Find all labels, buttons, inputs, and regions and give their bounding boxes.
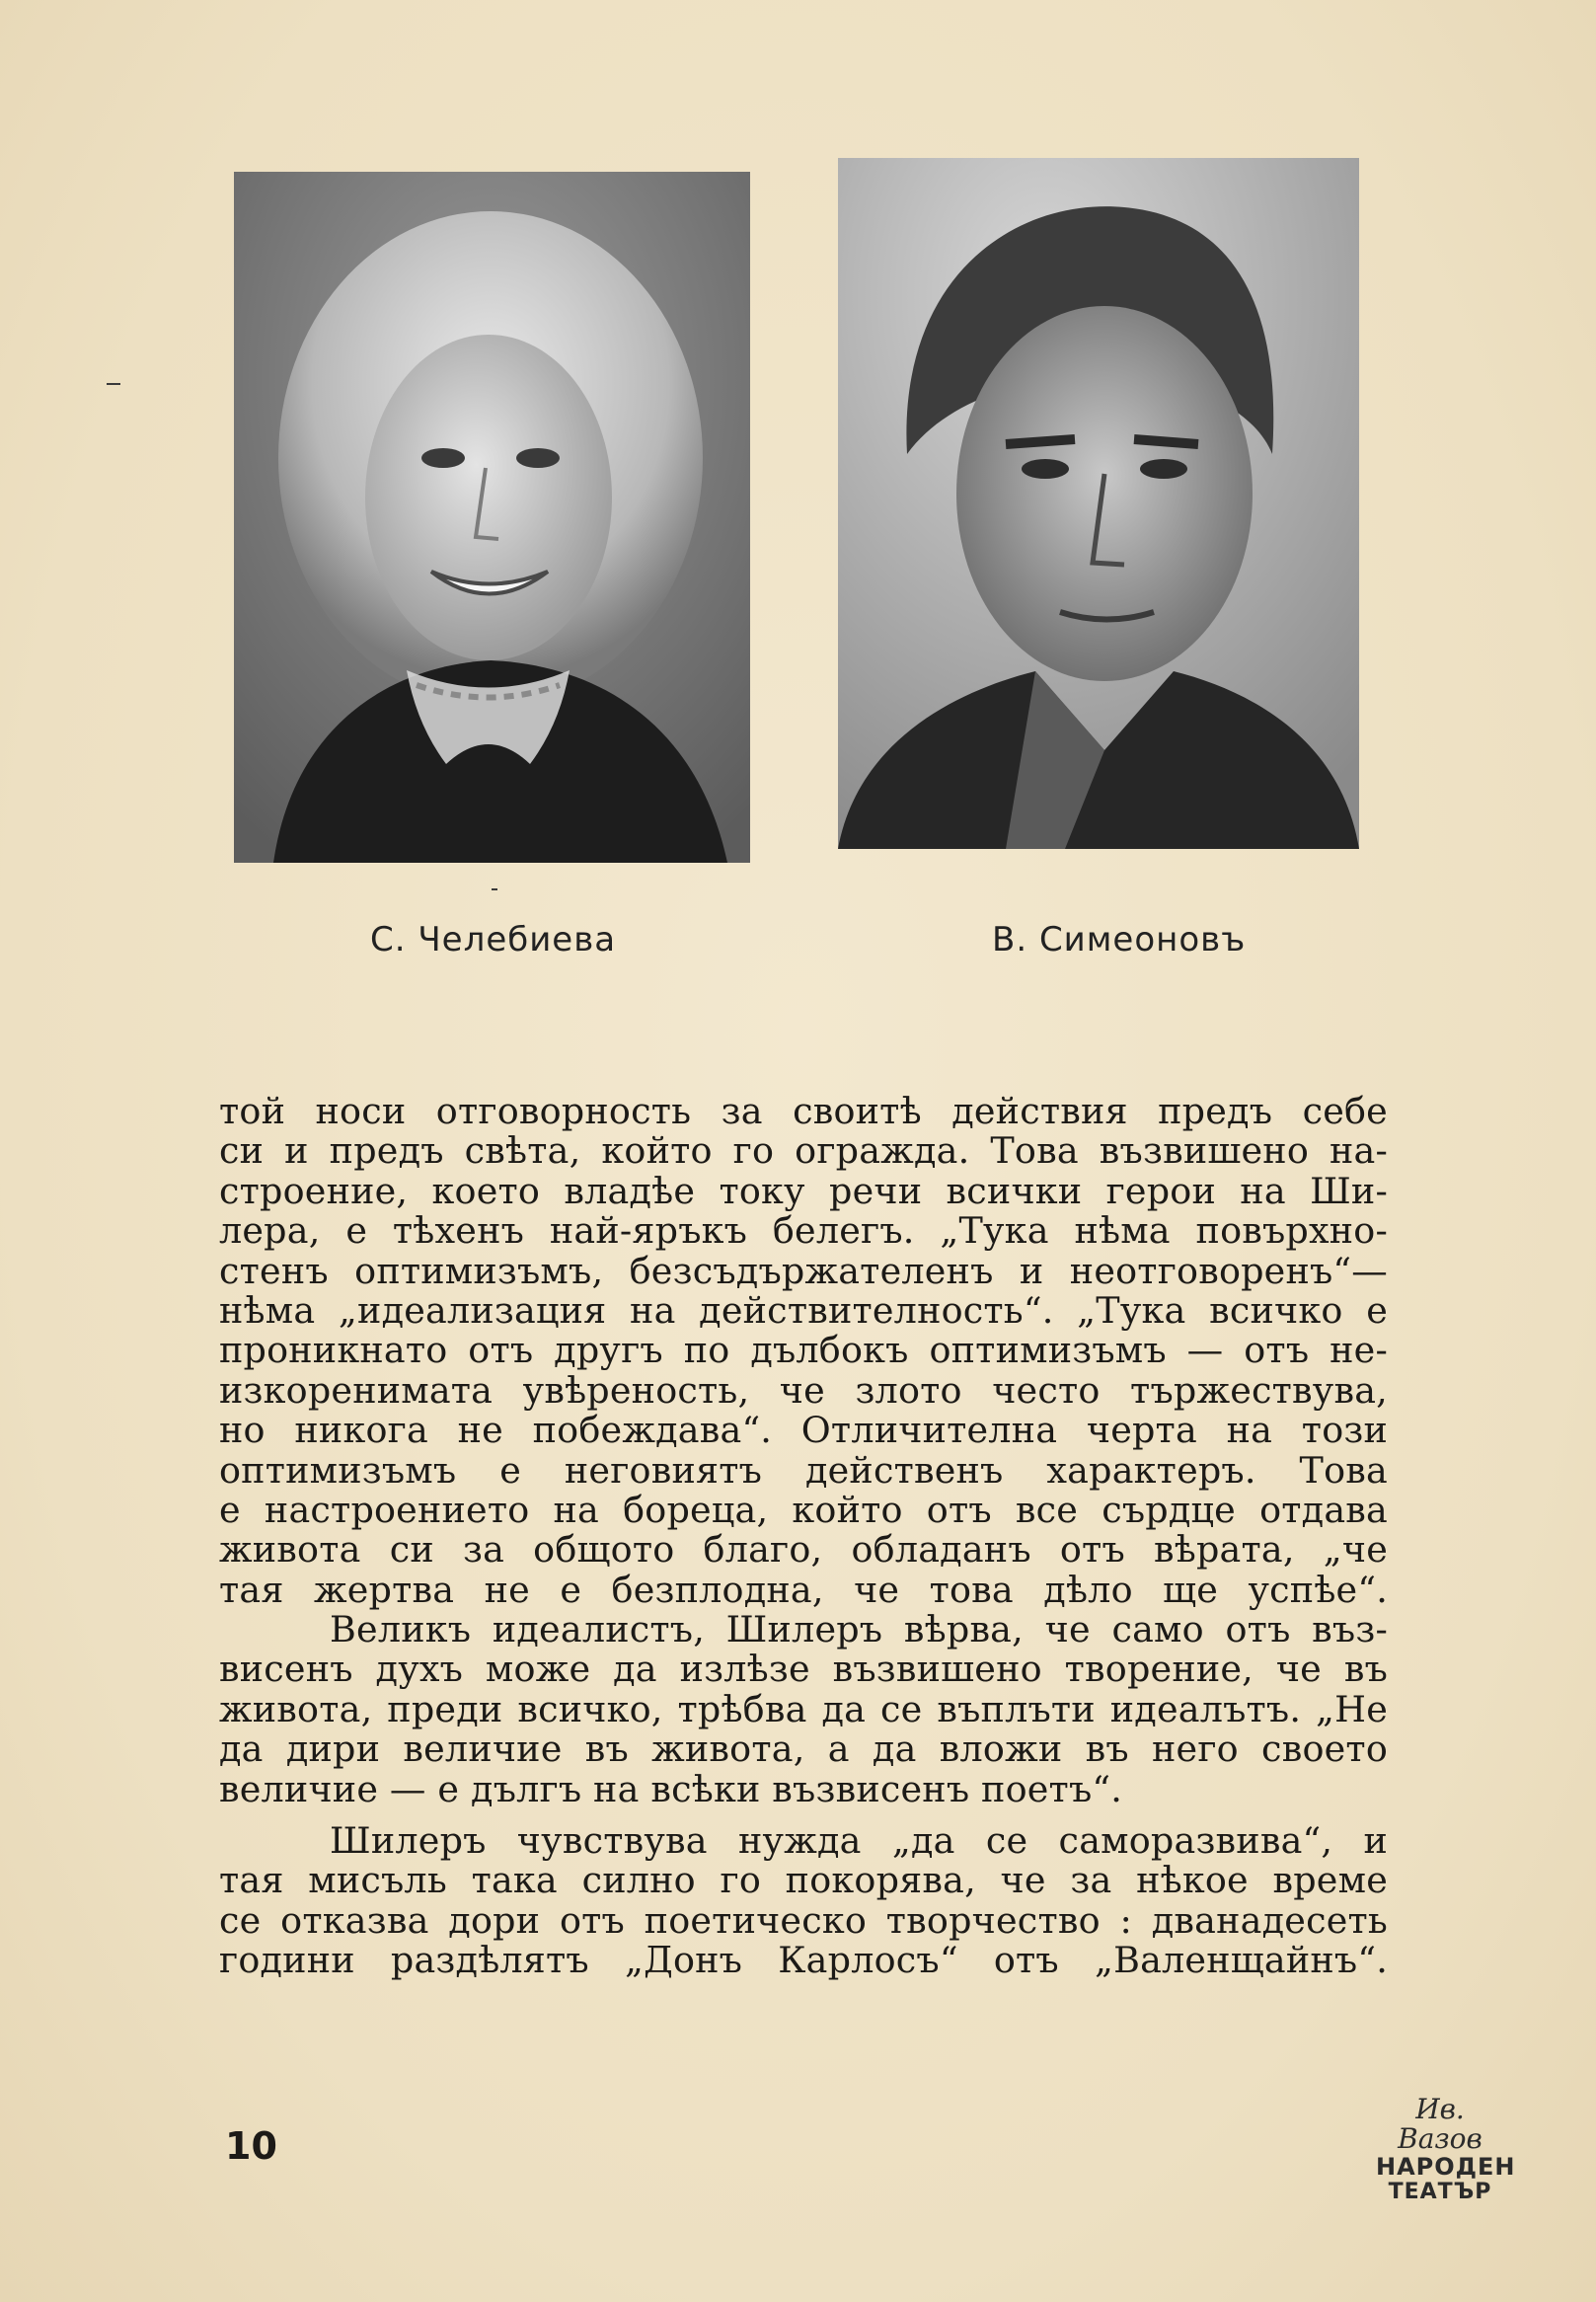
text-line: той носи отговорность за своитѣ действия предъ себе <box>219 1090 1388 1132</box>
page-number: 10 <box>225 2124 277 2168</box>
logo-line-1: НАРОДЕН <box>1376 2153 1516 2181</box>
text-line: живота си за общото благо, обладанъ отъ вѣрата, „че <box>219 1528 1388 1572</box>
portrait-image-man <box>838 158 1359 849</box>
margin-mark <box>107 383 120 385</box>
text-line: да дири величие въ живота, а да вложи въ него своето <box>219 1727 1388 1771</box>
caption-right: В. Симеоновъ <box>992 920 1247 959</box>
text-line: строение, което владѣе току речи всички герои на Ши- <box>219 1169 1388 1212</box>
theatre-logo-stamp <box>1376 2093 1516 2204</box>
portrait-photo-left <box>234 172 750 863</box>
text-line: изкоренимата увѣреность, че злото често тържествува, <box>219 1368 1388 1412</box>
text-line: си и предъ свѣта, който го огражда. Това възвишено на- <box>219 1129 1388 1173</box>
text-line: Великъ идеалистъ, Шилеръ вѣрва, че само отъ въз- <box>330 1608 1388 1651</box>
text-line: оптимизъмъ е неговиятъ действенъ характеръ. Това <box>219 1448 1388 1492</box>
text-line: години раздѣлятъ „Донъ Карлосъ“ отъ „Валенщайнъ“. <box>219 1939 1388 1982</box>
text-line: е настроението на бореца, който отъ все сърдце отдава <box>219 1488 1388 1531</box>
portrait-photo-right <box>838 158 1359 849</box>
text-line: живота, преди всичко, трѣбва да се въплъти идеалътъ. „Не <box>219 1687 1388 1730</box>
logo-signature: Ив. Вазов <box>1398 2093 1482 2155</box>
portrait-image-woman <box>234 172 750 863</box>
text-line: стенъ оптимизъмъ, безсъдържателенъ и неотговоренъ“— <box>219 1249 1388 1292</box>
text-line: висенъ духъ може да излѣзе възвишено творение, че въ <box>219 1648 1388 1691</box>
text-line: но никога не побеждава“. Отличителна черта на този <box>219 1409 1388 1452</box>
text-line: тая мисъль така силно го покорява, че за нѣкое време <box>219 1859 1388 1902</box>
text-line: се отказва дори отъ поетическо творчество : дванадесеть <box>219 1898 1388 1942</box>
text-line: проникнато отъ другъ по дълбокъ оптимизъмъ — отъ не- <box>219 1329 1388 1372</box>
text-line: лера, е тѣхенъ най-яръкъ белегъ. „Тука нѣма повърхно- <box>219 1209 1388 1253</box>
text-line: нѣма „идеализация на действителность“. „Тука всичко е <box>219 1288 1388 1332</box>
text-line: Шилеръ чувствува нужда „да се саморазвива“, и <box>330 1819 1388 1863</box>
logo-line-2: ТЕАТЪР <box>1388 2180 1492 2204</box>
margin-mark <box>492 888 497 890</box>
article-body <box>219 1092 1388 1981</box>
text-line: тая жертва не е безплодна, че това дѣло ще успѣе“. <box>219 1568 1388 1611</box>
text-line: величие — е дългъ на всѣки възвисенъ поетъ“. <box>219 1767 1123 1810</box>
caption-left: С. Челебиева <box>370 920 617 959</box>
